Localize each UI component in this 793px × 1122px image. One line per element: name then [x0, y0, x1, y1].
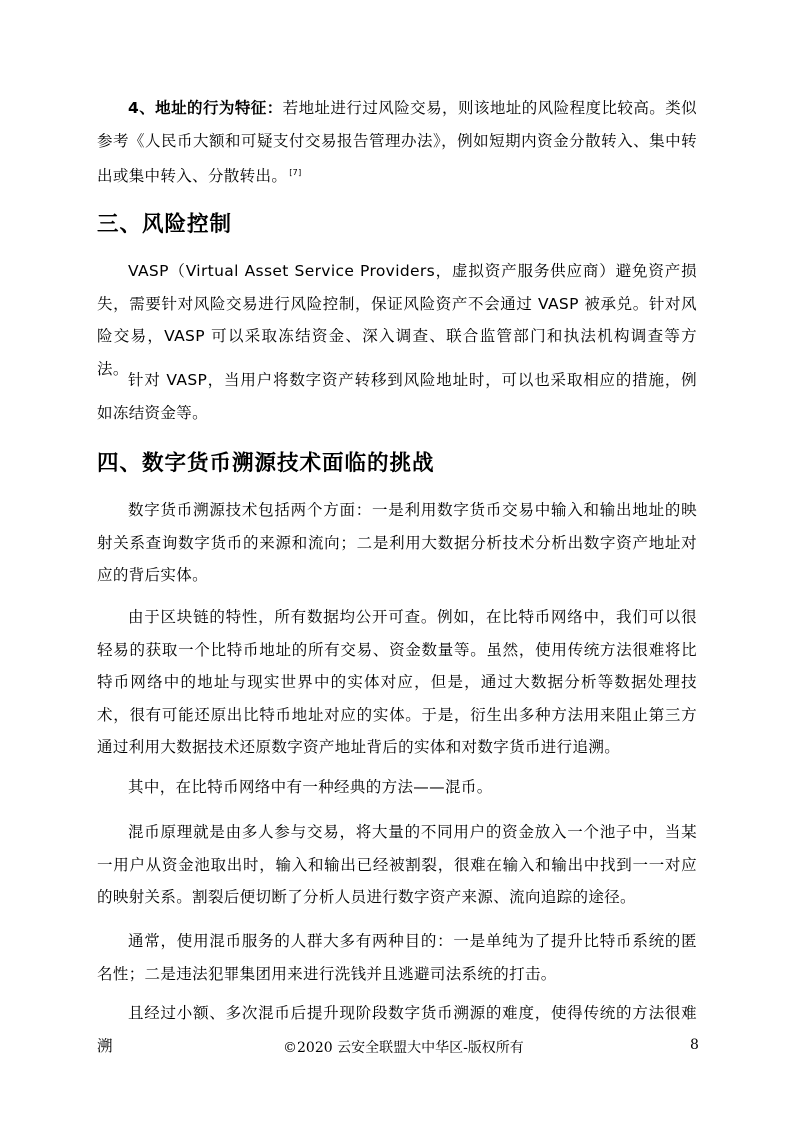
section-4-paragraph-5: 通常，使用混币服务的人群大多有两种目的：一是单纯为了提升比特币系统的匿名性；二是违法犯罪集团用来进行洗钱并且逃避司法系统的打击。	[97, 932, 697, 983]
section-4-paragraph-1: 数字货币溯源技术包括两个方面：一是利用数字货币交易中输入和输出地址的映射关系查询数字货币的来源和流向；二是利用大数据分析技术分析出数字资产地址对应的背后实体。	[97, 501, 697, 584]
item-4-paragraph	[97, 92, 697, 193]
section-4-paragraph-2: 由于区块链的特性，所有数据均公开可查。例如，在比特币网络中，我们可以很轻易的获取一个比特币地址的所有交易、资金数量等。虽然，使用传统方法很难将比特币网络中的地址与现实世界中的实体对应，但是，通过大数据分析等数据处理技术，很有可能还原出比特币地址对应的实体。于是，衍生出多种方法用来阻止第三方通过利用大数据技术还原数字资产地址背后的实体和对数字货币进行追溯。	[97, 608, 697, 756]
section-3-heading: 三、风险控制	[97, 212, 233, 237]
page-number: 8	[690, 1037, 699, 1053]
section-4-paragraph-4: 混币原理就是由多人参与交易，将大量的不同用户的资金放入一个池子中，当某一用户从资金池取出时，输入和输出已经被割裂，很难在输入和输出中找到一一对应的映射关系。割裂后便切断了分析人员进行数字资产来源、流向追踪的途径。	[97, 823, 697, 906]
item-4-label: 4、地址的行为特征：	[128, 99, 283, 117]
section-4-paragraph-3: 其中，在比特币网络中有一种经典的方法——混币。	[128, 778, 493, 796]
section-3-paragraph-2: 针对 VASP，当用户将数字资产转移到风险地址时，可以也采取相应的措施，例如冻结资金等。	[97, 371, 697, 422]
item-4-text: 若地址进行过风险交易，则该地址的风险程度比较高。类似参考《人民币大额和可疑支付交易报告管理办法》，例如短期内资金分散转入、集中转出或集中转入、分散转出。	[97, 99, 697, 185]
section-4-paragraph-6: 且经过小额、多次混币后提升现阶段数字货币溯源的难度，使得传统的方法很难溯	[97, 1004, 697, 1055]
footer-copyright: ©2020 云安全联盟大中华区-版权所有	[283, 1040, 524, 1056]
section-3-paragraph-1: VASP（Virtual Asset Service Providers，虚拟资产服务供应商）避免资产损失，需要针对风险交易进行风险控制，保证风险资产不会通过 VASP 被承兑。针对风险交易，VASP 可以采取冻结资金、深入调查、联合监管部门和执法机构调查等方法。	[97, 262, 697, 378]
section-4-heading: 四、数字货币溯源技术面临的挑战	[97, 451, 435, 476]
reference-marker: [7]	[289, 168, 302, 177]
